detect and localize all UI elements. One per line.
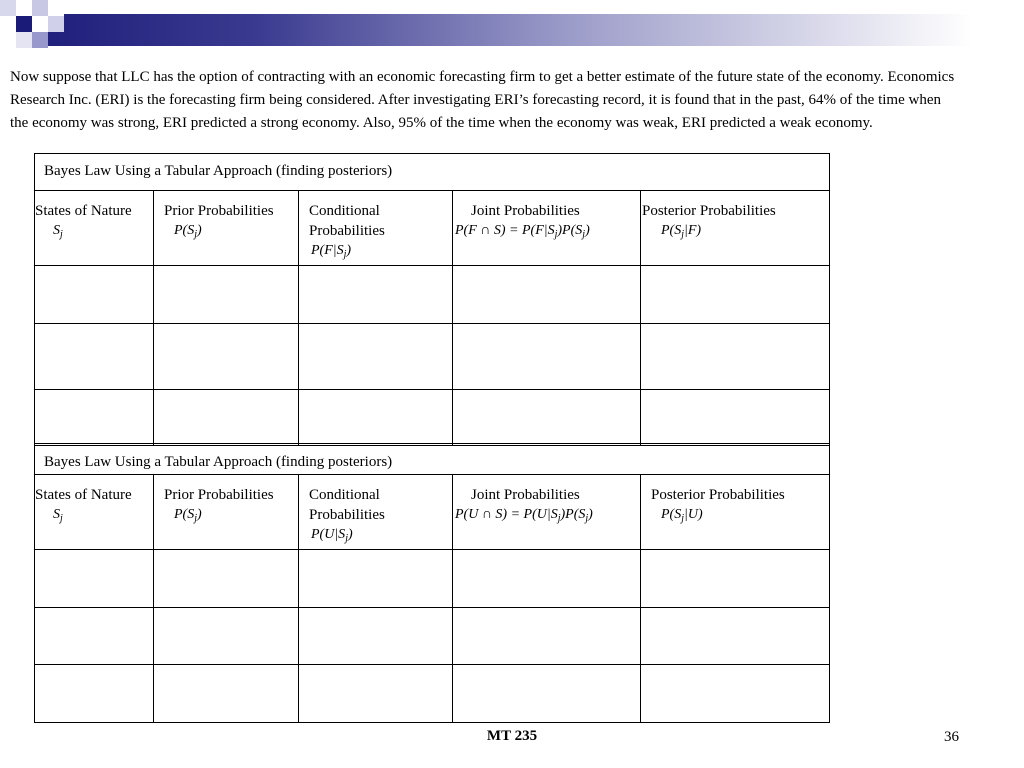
intro-paragraph: Now suppose that LLC has the option of contracting with an economic forecasting firm to get a better estimate of the future state of the economy. Economics Research Inc. (ERI) is the forecasting firm being considered. After investigating ERI’s forecasting record, it is found that in the past, 64% of the time when the economy was strong, ERI predicted a strong economy. Also, 95% of the time when the economy was weak, ERI predicted a weak economy.	[10, 69, 955, 131]
header-prior: Prior Probabilities $P(S_j)$	[154, 191, 299, 266]
table-row	[35, 266, 830, 324]
cell-conditional	[299, 266, 453, 324]
footer-course-title: MT 235	[486, 728, 538, 744]
cell-posterior	[641, 665, 830, 723]
cell-joint	[453, 324, 641, 390]
header-prior: Prior Probabilities $P(S_j)$	[154, 475, 299, 550]
cell-prior	[154, 324, 299, 390]
cell-states	[35, 608, 154, 665]
table-row	[35, 390, 830, 446]
cell-conditional	[299, 324, 453, 390]
cell-states	[35, 324, 154, 390]
bayes-table-unfavorable	[34, 443, 830, 723]
cell-conditional	[299, 608, 453, 665]
cell-conditional	[299, 665, 453, 723]
cell-prior	[154, 390, 299, 446]
header-posterior: Posterior Probabilities $P(S_j|U)$	[641, 475, 830, 550]
cell-joint	[453, 390, 641, 446]
header-conditional: Conditional Probabilities $P(F|S_j)$	[299, 191, 453, 266]
header-conditional: Conditional Probabilities $P(U|S_j)$	[299, 475, 453, 550]
table-row	[35, 324, 830, 390]
cell-joint	[453, 266, 641, 324]
cell-joint	[453, 550, 641, 608]
cell-conditional	[299, 550, 453, 608]
title-bar-gradient	[0, 14, 1024, 46]
cell-joint	[453, 608, 641, 665]
table-title: Bayes Law Using a Tabular Approach (finding posteriors)	[35, 444, 830, 475]
table-row	[35, 550, 830, 608]
cell-states	[35, 665, 154, 723]
cell-posterior	[641, 608, 830, 665]
cell-posterior	[641, 550, 830, 608]
cell-conditional	[299, 390, 453, 446]
cell-joint	[453, 665, 641, 723]
bayes-table-favorable	[34, 153, 830, 446]
page-number: 36	[944, 729, 959, 745]
cell-posterior	[641, 266, 830, 324]
cell-prior	[154, 550, 299, 608]
header-states: States of Nature $S_j$	[35, 191, 154, 266]
cell-posterior	[641, 390, 830, 446]
cell-prior	[154, 608, 299, 665]
table-title: Bayes Law Using a Tabular Approach (finding posteriors)	[35, 154, 830, 191]
cell-prior	[154, 665, 299, 723]
table-row	[35, 608, 830, 665]
cell-prior	[154, 266, 299, 324]
table-row	[35, 665, 830, 723]
header-posterior: Posterior Probabilities $P(S_j|F)$	[641, 191, 830, 266]
cell-posterior	[641, 324, 830, 390]
header-joint: Joint Probabilities P(U ∩ $S) = P(U|S_j)P(S_j)$	[453, 475, 641, 550]
cell-states	[35, 390, 154, 446]
header-joint: Joint Probabilities P(F ∩ $S) = P(F|S_j)P(S_j)$	[453, 191, 641, 266]
cell-states	[35, 266, 154, 324]
header-states: States of Nature $S_j$	[35, 475, 154, 550]
cell-states	[35, 550, 154, 608]
